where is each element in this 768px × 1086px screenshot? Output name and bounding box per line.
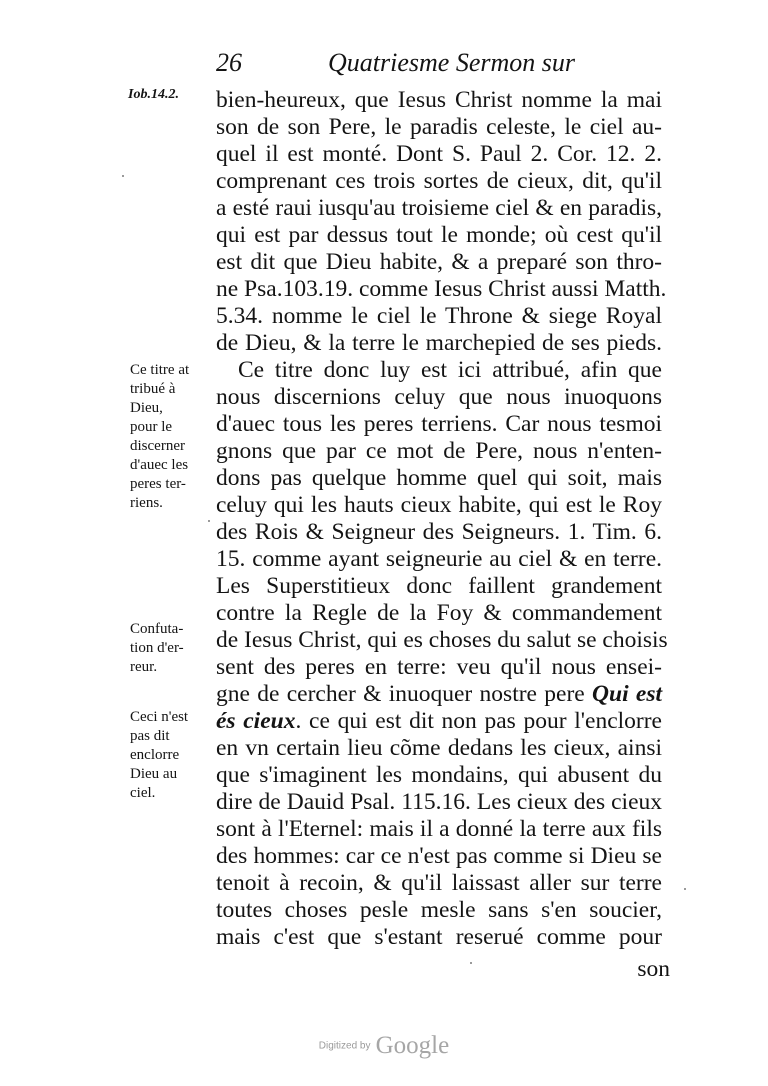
gloss-line: Ceci n'est xyxy=(130,709,189,725)
gloss-line: tribué à xyxy=(130,381,176,397)
page-number: 26 xyxy=(216,48,242,77)
gloss-line: Confuta- xyxy=(130,621,184,637)
text-line: tenoit à recoin, & qu'il laissast aller sur terre xyxy=(216,870,662,896)
margin-gloss xyxy=(130,620,212,677)
text-line: bien-heureux, que Iesus Christ nomme la mai xyxy=(216,87,662,113)
text-line: Les Superstitieux donc faillent grandement xyxy=(216,573,662,599)
gloss-line: d'auec les xyxy=(130,457,189,473)
text-line: 5.34. nomme le ciel le Throne & siege Royal xyxy=(216,303,662,329)
text-line: est dit que Dieu habite, & a preparé son thro- xyxy=(216,249,662,275)
gloss-line: discerner xyxy=(130,438,185,454)
text-line: toutes choses pesle mesle sans s'en soucier, xyxy=(216,897,662,923)
text-line xyxy=(216,681,662,708)
gloss-line: peres ter- xyxy=(130,476,186,492)
gloss-line: Dieu, xyxy=(130,400,163,416)
ink-speck xyxy=(208,520,210,522)
text-line: a esté raui iusqu'au troisieme ciel & en paradis, xyxy=(216,195,662,221)
text-line: dire de Dauid Psal. 115.16. Les cieux des cieux xyxy=(216,789,662,815)
text-line: dons pas quelque homme quel qui soit, mais xyxy=(216,465,662,491)
ink-speck xyxy=(122,175,124,177)
text-line: ne Psa.103.19. comme Iesus Christ aussi Matth. xyxy=(216,276,667,302)
text-segment: gne de cercher & inuoquer nostre pere xyxy=(216,681,585,707)
text-line: de Iesus Christ, qui es choses du salut se choisis xyxy=(216,627,668,653)
ink-speck xyxy=(684,888,686,890)
text-line: 15. comme ayant seigneurie au ciel & en terre. xyxy=(216,546,662,572)
paragraph-first-line: Ce titre donc luy est ici attribué, afin que xyxy=(238,357,662,383)
google-logo: Google xyxy=(375,1032,450,1059)
italic-phrase: és cieux xyxy=(216,708,296,734)
text-line: d'auec tous les peres terriens. Car nous tesmoi xyxy=(216,411,662,437)
gloss-line: Ce titre at xyxy=(130,362,190,378)
ink-speck xyxy=(470,962,472,964)
text-line: és cieux. ce qui est dit non pas pour l'enclorre xyxy=(216,708,662,734)
gloss-line: tion d'er- xyxy=(130,640,184,656)
gloss-line: riens. xyxy=(130,495,163,511)
italic-phrase: Qui est xyxy=(592,681,663,707)
margin-gloss xyxy=(130,708,212,803)
text-line: gnons que par ce mot de Pere, nous n'enten- xyxy=(216,438,662,464)
text-line: contre la Regle de la Foy & commandement xyxy=(216,600,662,626)
gloss-line: enclorre xyxy=(130,747,180,763)
gloss-line: Dieu au xyxy=(130,766,178,782)
catchword: son xyxy=(637,956,670,982)
text-line: comprenant ces trois sortes de cieux, dit, qu'il xyxy=(216,168,662,194)
gloss-line: ciel. xyxy=(130,785,156,801)
margin-reference: Iob.14.2. xyxy=(128,87,179,102)
text-line: mais c'est que s'estant reserué comme pour xyxy=(216,924,662,950)
text-line: qui est par dessus tout le monde; où cest qu'il xyxy=(216,222,662,248)
text-line: sont à l'Eternel: mais il a donné la terre aux fils xyxy=(216,816,662,842)
text-line: quel il est monté. Dont S. Paul 2. Cor. 12. 2. xyxy=(216,141,662,167)
page-header xyxy=(216,48,676,88)
gloss-line: reur. xyxy=(130,659,158,675)
gloss-line: pour le xyxy=(130,419,173,435)
text-line: son de son Pere, le paradis celeste, le ciel au- xyxy=(216,114,662,140)
text-line: en vn certain lieu cõme dedans les cieux, ainsi xyxy=(216,735,662,761)
text-line: nous discernions celuy que nous inuoquons xyxy=(216,384,662,410)
text-line: des hommes: car ce n'est pas comme si Dieu se xyxy=(216,843,662,869)
gloss-line: pas dit xyxy=(130,728,170,744)
digitization-footer xyxy=(0,1032,768,1060)
text-line: des Rois & Seigneur des Seigneurs. 1. Tim. 6. xyxy=(216,519,662,545)
text-segment: ce qui est dit non pas pour l'enclorre xyxy=(309,708,662,734)
text-line: que s'imaginent les mondains, qui abusent du xyxy=(216,762,662,788)
text-line: de Dieu, & la terre le marchepied de ses pieds. xyxy=(216,330,662,356)
margin-gloss xyxy=(130,361,212,513)
text-line: sent des peres en terre: veu qu'il nous ensei- xyxy=(216,654,662,680)
digitized-by-label: Digitized by xyxy=(318,1040,371,1052)
text-line: celuy qui les hauts cieux habite, qui est le Roy xyxy=(216,492,662,518)
running-title: Quatriesme Sermon sur xyxy=(328,48,575,77)
